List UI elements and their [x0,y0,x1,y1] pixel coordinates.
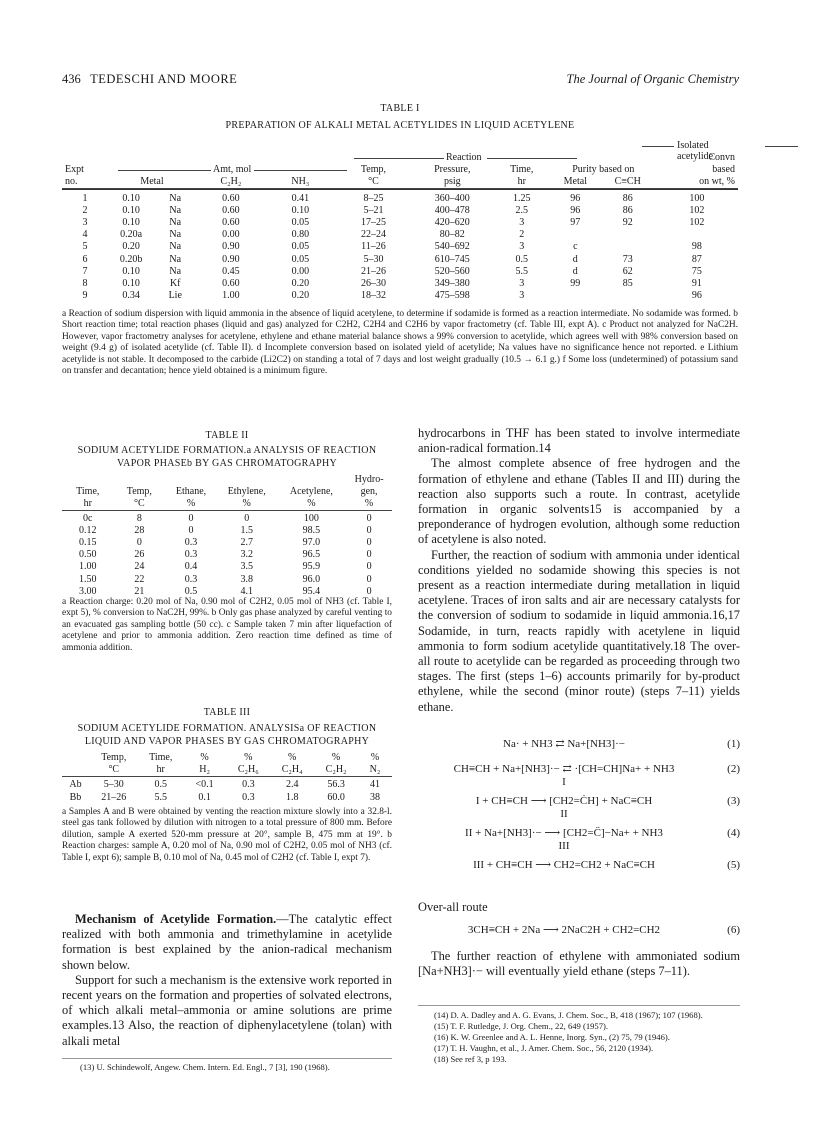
table1-cell: 420–620 [434,217,470,229]
table2-cell: 1.00 [79,561,97,573]
table1-cell: 80–82 [439,229,465,241]
table1-cell: 18–32 [360,290,386,302]
right-para-4: The further reaction of ethylene with ammoniated sodium [Na+NH3]·− will eventually yield ethane (steps 7–11). [418,949,740,979]
table2-cell: 2.7 [240,537,253,549]
table2-title: SODIUM ACETYLIDE FORMATION.a ANALYSIS OF REACTION VAPOR PHASEb BY GAS CHROMATOGRAPHY [77,445,377,469]
table1-row [62,266,738,278]
table1-cell: 87 [691,253,702,265]
table3-cell: 0.5 [154,779,167,791]
table1-cell: 0.60 [222,192,240,204]
right-para-1: hydrocarbons in THF has been stated to involve intermediate anion-radical formation.14 [418,426,740,456]
table1-header-rule-full [62,188,738,189]
table1-cell: 400–478 [434,204,470,216]
table1-cell: 102 [689,204,705,216]
t1-h-purity: Purity based on [572,164,635,176]
table3-row [62,792,392,804]
table2-row [62,525,392,537]
table1-cell: 3 [519,241,525,253]
section-heading: Mechanism of Acetylide Formation. [75,912,277,926]
table2-row [62,537,392,549]
table2-cell: 0 [366,585,372,597]
table1-row [62,229,738,241]
table1-cell: 0.45 [222,265,240,277]
table1-cell: 610–745 [434,253,470,265]
table1-cell: 5–30 [363,253,384,265]
table1-cell: 98 [691,241,702,253]
equations [418,738,740,884]
table1-cell: 475–598 [434,290,470,302]
table1-footnote: a Reaction of sodium dispersion with liquid ammonia in the absence of liquid acetylene, to determine if sodamide is formed as a reaction intermediate. No sodamide was formed. b Short reaction time; total reaction phases (liquid and gas) analyzed for C2H2, C2H4 and C2H6 by vapor fractometry (cf. Table III, expt A). c Product not analyzed for NaC2H. However, vapor fractometry analyses for acetylene, ethylene and ethane material balance shows a 99% conversion to acetylide, which agrees well with 98% conversion based on weight (9.4 g) of isolated acetylide (cf. Table II). d Incomplete conversion based on isolated yield of acetylide; Na values have no significance hence not reported. e Lithium acetylide is not stable. It decomposed to the carbide (Li2C2) on standing a total of 7 days and lost weight gradually (10.5 → 6.1 g.) f Some loss (undetermined) of potassium sand on transfer and decantation; hence yield obtained is a minimum figure. [62,309,738,377]
table1-cell: 0.10 [291,204,310,216]
table2-cell: 0.3 [184,537,198,549]
table2-body [62,511,392,598]
table1-row [62,254,738,266]
table1-cell: 5.5 [515,265,528,277]
table1-group-isolated: Isolated acetylide [677,140,714,162]
table2-cell: 22 [134,573,145,585]
table2-cell: 0.5 [184,585,198,597]
equation-intermediate-label: I [562,776,566,788]
table2-cell: 0.15 [79,537,97,549]
table2-cell: 3.8 [240,573,253,585]
table1-cell: 0.41 [291,192,310,204]
table2-row [62,511,392,525]
table1-cell: 11–26 [361,241,386,253]
table2-cell: 4.1 [240,585,253,597]
table1-cell [551,229,600,241]
table1-cell: 99 [570,278,581,290]
table1-title: PREPARATION OF ALKALI METAL ACETYLIDES IN LIQUID ACETYLENE [225,120,575,131]
table1-cell: 0.05 [291,241,310,253]
table3-cell: 38 [370,791,381,803]
overall-route-label: Over-all route [418,900,488,914]
table2-cell: 3.5 [240,561,253,573]
table1-cell: 9 [82,290,88,302]
table2-cell: 0 [366,537,372,549]
table1-cell [551,290,600,302]
table2-cell: 1.5 [240,524,253,536]
table2-cell: 0 [188,512,194,524]
left-body-text [62,912,392,1049]
table1-cell [600,290,656,302]
table1-label: TABLE I [380,103,420,114]
equation-text: Na· + NH3 ⇄ Na+[NH3]·− [503,738,625,750]
table3-cell: Ab [69,779,82,791]
equation [418,859,740,872]
table2-cell: 100 [303,512,319,524]
authors: TEDESCHI AND MOORE [90,72,238,86]
table1-cell: 22–24 [360,229,386,241]
right-para-2: The almost complete absence of free hydrogen and the formation of ethylene and ethane (Tables II and III) during the reaction also supports such a route. In contrast, acetylide formation in organic solvents15 is accompanied by a preponderance of hydrogen evolution, although some reduction of acetylene is also noted. [418,456,740,547]
table3-cell: 5–30 [103,779,124,791]
table1-cell: Lie [168,290,182,302]
table1-cell: 100 [689,192,705,204]
table2-row [62,561,392,573]
table1-cell: 0.05 [291,253,310,265]
table1-cell: 0.90 [222,253,240,265]
table1-cell: 349–380 [434,278,470,290]
table1-cell: 17–25 [360,217,386,229]
table1-cell: 0.90 [222,241,240,253]
table2-cell: 0 [366,561,372,573]
table1-row [62,278,738,290]
table3-cell: 1.8 [285,791,299,803]
table1-cell: 0.00 [291,265,310,277]
table1-cell: 73 [622,253,633,265]
table1-cell: 7 [82,265,88,277]
left-para-2: Support for such a mechanism is the extensive work reported in recent years on the formation and properties of solvated electrons, of which alkali metal–ammonia or amine solutions are prime examples.13 Also, the reaction of diphenylacetylene (tolan) with alkali metal [62,972,392,1048]
table1-cell: 3 [519,217,525,229]
table1-cell: 0.10 [122,204,140,216]
table2-cell: 0.3 [184,573,198,585]
table2-cell: 0 [136,537,142,549]
table1-cell: Kf [169,278,181,290]
table2-cell: 3.2 [240,549,253,561]
overall-equation-number: (6) [727,924,740,936]
ref-13: (13) U. Schindewolf, Angew. Chem. Intern. Ed. Engl., 7 [3], 190 (1968). [80,1062,330,1072]
ref-18: (18) See ref 3, p 193. [434,1054,507,1064]
equation-number: (1) [727,738,740,750]
equation-number: (3) [727,795,740,807]
table1-cell: Na [169,253,182,265]
table1-cell [600,241,656,253]
table1-cell: 91 [691,278,702,290]
equation [418,763,740,789]
table3-cell: 5.5 [154,791,167,803]
table1-cell: 3 [519,290,525,302]
table1-cell: 540–692 [434,241,470,253]
t1-h-expt1: Expt [65,164,84,176]
table2-cell: 0 [244,512,250,524]
table1-row [62,241,738,253]
table1-cell: 0.34 [122,290,140,302]
table3-cell: 56.3 [327,779,345,791]
overall-equation-text: 3CH≡CH + 2Na ⟶ 2NaC2H + CH2=CH2 [467,924,661,936]
left-para-1: —The catalytic effect realized with both ammonia and trimethylamine in acetylide formation is best explained by the anion-radical mechanism shown below. [62,912,392,972]
right-footnote-rule [418,1005,740,1006]
table1-cell: 0.60 [222,217,240,229]
table3-cell: 2.4 [285,779,299,791]
table1-cell: 3 [82,217,88,229]
table2-cell: 24 [134,561,145,573]
table1-cell [656,229,738,241]
table1-cell: 26–30 [360,278,386,290]
table1-cell: 360–400 [434,192,470,204]
table2-header-rule [62,510,392,511]
table3-cell: 0.3 [242,791,255,803]
table1-cell: 0.05 [291,217,310,229]
equation-intermediate-label: III [558,840,570,852]
table1-cell: 520–560 [434,265,470,277]
table1-cell: 21–26 [360,265,386,277]
table2-cell: 3.00 [79,585,97,597]
table1-cell: 92 [622,217,633,229]
table1-cell: 75 [691,265,702,277]
table1-cell: 0.5 [515,253,528,265]
table1-cell: 0.00 [222,229,240,241]
table1-cell: 0.10 [122,278,140,290]
overall-equation [418,924,740,937]
table3-cell: 0.3 [242,779,255,791]
ref-17: (17) T. H. Vaughn, et al., J. Amer. Chem. Soc., 56, 2120 (1934). [434,1043,654,1053]
left-footnote-rule [62,1058,392,1059]
table3-cell: 21–26 [101,791,127,803]
table1-cell: 0.20 [291,290,310,302]
table1-cell: 1.25 [512,192,531,204]
table2-cell: 98.5 [302,524,321,536]
table1-cell: 2 [82,204,88,216]
table1-group-reaction: Reaction [446,152,482,163]
table2-cell: 21 [134,585,145,597]
table2-cell: 0 [188,524,194,536]
table3-cell: Bb [69,791,82,803]
table2-label: TABLE II [205,430,249,441]
table1-cell: 0.10 [122,217,140,229]
table3-header-rule [62,776,392,777]
equation-text: II + Na+[NH3]·− ⟶ [CH2=C̈]−Na+ + NH3 [465,827,663,839]
table2-cell: 96.0 [302,573,321,585]
table2-cell: 97.0 [302,537,321,549]
table1-cell: 96 [570,204,581,216]
table1-cell: 3 [519,278,525,290]
equation-text: I + CH≡CH ⟶ [CH2=ĊH] + NaC≡CH [475,795,653,807]
table1-cell: 5 [82,241,88,253]
ref-15: (15) T. F. Rutledge, J. Org. Chem., 22, 649 (1957). [434,1021,609,1031]
table2-cell: 0.12 [79,524,97,536]
table1-cell: 0.10 [122,192,140,204]
table2-cell: 0 [366,573,372,585]
equation [418,738,740,751]
table2: Hydro- Time, Temp, Ethane, Ethylene, Acetylene, gen, hr °C % % % % 0c 8 0 0 100 0 0.12 28 0 1.5 98.5 0 0.15 0 0.3 2.7 97.0 0 0.50 26 0.3 3.2 96.5 0 1.00 24 0.4 3.5 95.9 0 1.50 22 0.3 3.8 96.0 0 3.00 21 0.5 4.1 95.4 0 [62,474,392,598]
table1-cell: 8 [82,278,88,290]
table3-title: SODIUM ACETYLIDE FORMATION. ANALYSISa OF REACTION LIQUID AND VAPOR PHASES BY GAS CHROMATOGRAPHY [77,723,377,747]
ref-14: (14) D. A. Dadley and A. G. Evans, J. Chem. Soc., B, 418 (1967); 107 (1968). [434,1010,703,1020]
table1-cell: 8–25 [363,192,384,204]
table1-cell: Na [169,204,182,216]
table2-cell: 1.50 [79,573,97,585]
table1-row [62,217,738,229]
equation-number: (5) [727,859,740,871]
table2-cell: 0 [366,524,372,536]
table1-cell: 1.00 [222,290,240,302]
running-header-left [62,72,237,87]
table1-cell: 96 [570,192,581,204]
table1-cell [600,229,656,241]
table2-row [62,549,392,561]
table1-cell: 0.60 [222,204,240,216]
right-para-3: Further, the reaction of sodium with ammonia under identical conditions yielded no sodamide showing this species is not present as a reaction intermediate during metallation in liquid acetylene. Traces of iron salts and air are necessary catalysts for the conversion of sodium to sodamide in liquid ammonia.16,17 Sodamide, in turn, reacts rapidly with acetylene in liquid ammonia to form sodium acetylide quantitatively.18 The over-all route to acetylide can be regarded as proceeding through two stages. The first (steps 1–6) accounts primarily for by-product ethylene, while the second (minor route) (steps 7–11) yields ethane. [418,547,740,714]
table1-cell: 4 [82,229,88,241]
table2-cell: 0.50 [79,549,97,561]
table1-cell: 0.60 [222,278,240,290]
table3-body [62,776,392,803]
table1-cell: Na [169,192,182,204]
table1-cell: Na [169,241,182,253]
table1 [62,138,738,308]
table1-cell: 0.20a [120,229,143,241]
equation-intermediate-label: II [560,808,568,820]
table2-cell: 8 [136,512,142,524]
table1-cell: d [572,253,578,265]
table3-row [62,776,392,791]
table3-footnote: a Samples A and B were obtained by venting the reaction mixture slowly into a 32.8-l. steel gas tank followed by dilution with nitrogen to a total pressure of 800 mm. Before dilution, sample A exerted 520-mm pressure at 20°, sample B, 475 mm at 19°. b Reaction charges: sample A, 0.20 mol of Na, 0.90 mol of C2H2, 0.05 mol of NH3 (cf. Table I, expt 6); sample B, 0.10 mol of Na, 0.45 mol of C2H2 (cf. Table I, expt 7). [62,807,392,863]
table2-cell: 95.4 [302,585,321,597]
table1-cell: 97 [570,217,581,229]
table1-cell: Na [169,265,182,277]
equation-number: (4) [727,827,740,839]
equation [418,827,740,853]
table2-cell: 0 [366,549,372,561]
table2-cell: 95.9 [302,561,321,573]
isolated-rule-left [642,146,674,147]
table1-group-amt: Amt, mol [213,164,252,175]
isolated-rule-right [765,146,798,147]
table2-cell: 26 [134,549,145,561]
table2-row [62,574,392,586]
table3-cell: <0.1 [195,779,214,791]
ref-16: (16) K. W. Greenlee and A. L. Henne, Inorg. Syn., (2) 75, 79 (1946). [434,1032,670,1042]
table1-cell: 86 [622,204,633,216]
table1-cell: 5–21 [363,204,384,216]
table1-cell: 2 [519,229,525,241]
table1-cell: d [572,265,578,277]
right-body-text [418,426,740,715]
table2-cell: 0 [366,512,372,524]
table2-cell: 0.4 [184,561,198,573]
table2-cell: 96.5 [302,549,321,561]
table1-cell: 62 [622,265,633,277]
table2-cell: 28 [134,524,145,536]
table1-cell: 0.10 [122,265,140,277]
table1-cell: 96 [691,290,702,302]
table3-cell: 41 [370,779,381,791]
equation-text: CH≡CH + Na+[NH3]·− ⇄ ·[CH=CH]Na+ + NH3 [453,763,675,775]
equation [418,795,740,821]
table2-cell: 0c [83,512,93,524]
table1-cell: 0.20b [119,253,143,265]
table1-cell: 86 [622,192,633,204]
table1-row [62,190,738,205]
table1-grid: Convn Expt Temp, Pressure, Time, Purity based on based no. Metal C₂H₂ NH₃ °C psig hr Metal C≡CH on wt, % 1 0.10 Na 0.60 0.41 8–25 360–400 1.25 96 86 100 2 0.10 Na 0.60 0.10 5–21 400–478 2.5 96 86 102 3 0.10 Na 0.60 0.05 17–25 420–620 3 97 92 102 4 0.20a Na 0.00 0.80 22–24 80–82 2 5 0.20 Na 0.90 0.05 11–26 540–692 3 c 98 6 0.20b Na 0.90 0.05 5–30 610–745 0.5 d 73 87 7 0.10 Na 0.45 0.00 21–26 520–560 5.5 d 62 75 8 0.10 Kf 0.60 0.20 26–30 349–380 3 99 85 91 9 0.34 Lie 1.00 0.20 18–32 475–598 3 96 [62,152,738,302]
journal-title: The Journal of Organic Chemistry [566,72,739,86]
table1-cell: 2.5 [515,204,528,216]
table1-body [62,190,738,303]
equation-text: III + CH≡CH ⟶ CH2=CH2 + NaC≡CH [473,859,655,871]
table3: Temp, Time, % % % % % °C hr H₂ C₂H₆ C₂H₄ C₂H₂ N₂ Ab 5–30 0.5 <0.1 0.3 2.4 56.3 41 Bb 21–26 5.5 0.1 0.3 1.8 60.0 38 [62,752,392,804]
table1-row [62,290,738,302]
page-number: 436 [62,72,81,86]
table1-cell: 85 [622,278,633,290]
table1-row [62,205,738,217]
table1-cell: 0.20 [291,278,310,290]
table3-cell: 0.1 [198,791,211,803]
table3-cell: 60.0 [327,791,345,803]
table2-footnote: a Reaction charge: 0.20 mol of Na, 0.90 mol of C2H2, 0.05 mol of NH3 (cf. Table I, expt 5), % conversion to NaC2H, 99%. b Only gas phase analyzed by careful venting to an evacuated gas sampling bottle (50 cc). c Sample taken 7 min after liquefaction of acetylene and prior to ammonia addition. Zero reaction time defined as time of ammonia addition. [62,597,392,653]
table1-cell: Na [169,229,182,241]
table1-cell: Na [169,217,182,229]
table1-cell: 0.20 [122,241,140,253]
table1-cell: 0.80 [291,229,310,241]
table1-cell: c [573,241,578,253]
table3-label: TABLE III [203,707,251,718]
right-references [418,1010,740,1065]
table1-cell: 6 [82,253,88,265]
table1-cell: 102 [689,217,705,229]
equation-number: (2) [727,763,740,775]
table1-cell: 1 [82,192,88,204]
table2-cell: 0.3 [184,549,198,561]
